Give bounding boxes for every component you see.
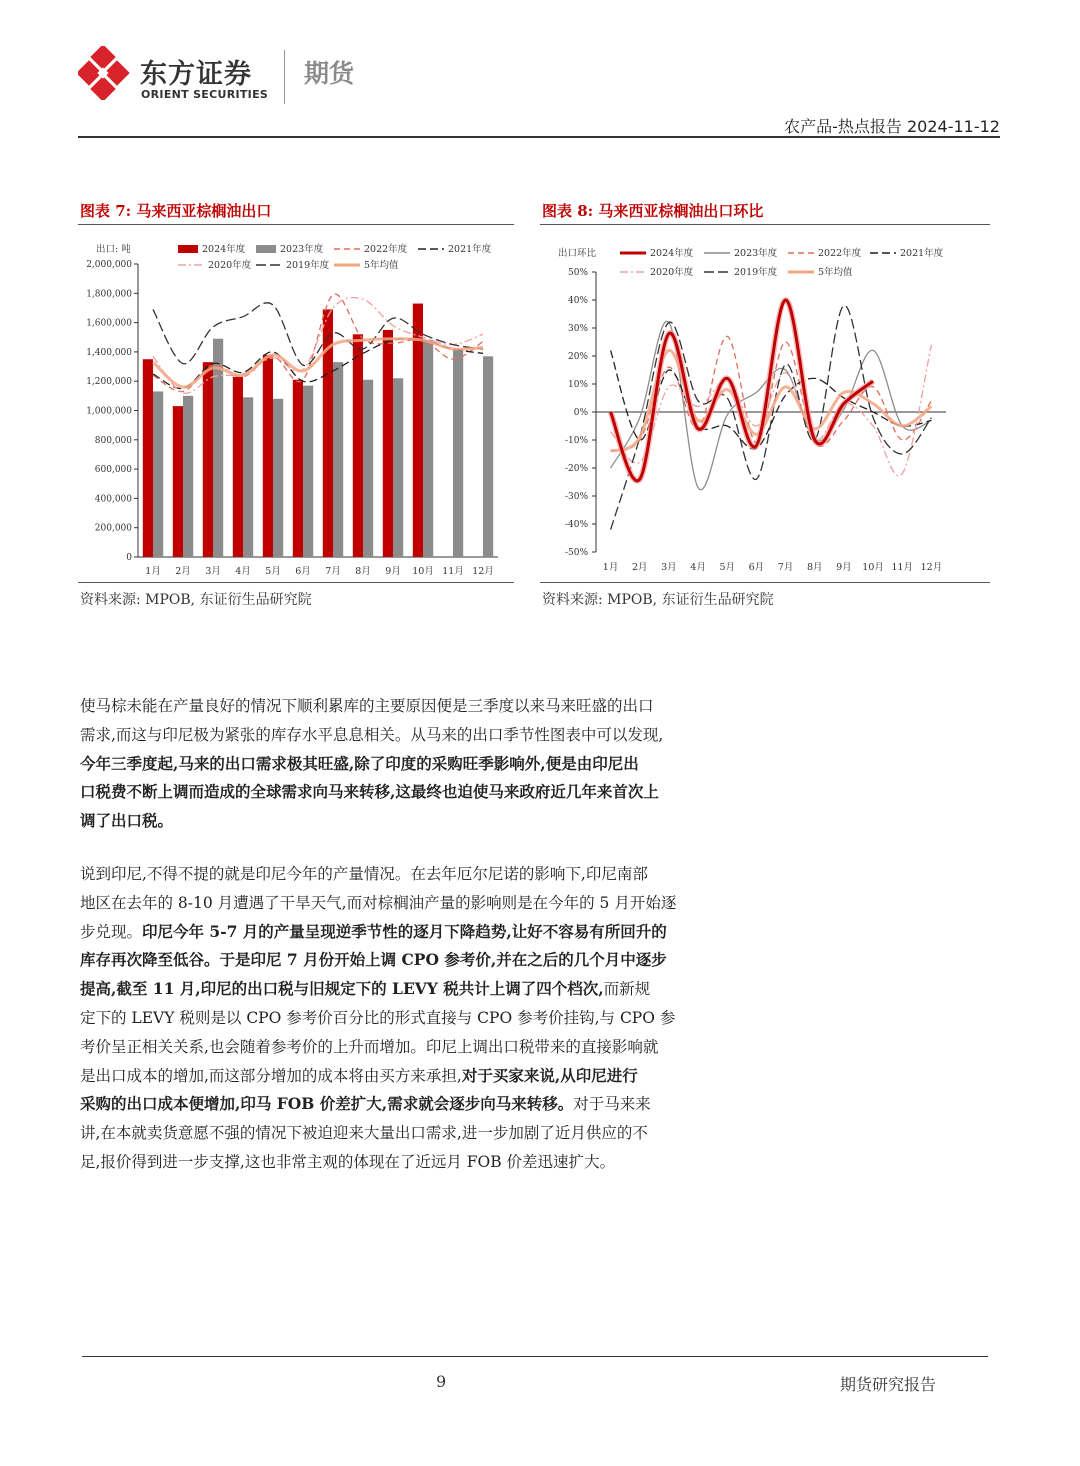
y-tick-label: -50% [564,548,588,558]
paragraph-line [80,1090,800,1119]
body-text: 足,报价得到进一步支撑,这也非常主观的体现在了近远月 FOB 价差迅速扩大。 [80,1152,616,1171]
paragraph-line [80,1062,800,1091]
logo-mark-icon [78,46,132,100]
y-unit-label: 出口环比 [558,248,597,259]
paragraph-line [80,1004,800,1033]
y-tick-label: 40% [567,296,588,306]
bar-2024年度 [203,362,213,557]
legend-item [256,243,324,255]
emphasis-text: 今年三季度起,马来的出口需求极其旺盛,除了印度的采购旺季影响外,便是由印尼出 [80,753,639,773]
y-tick-label: 800,000 [94,435,132,446]
bar-2023年度 [213,339,223,557]
bar-2024年度 [173,406,183,557]
series-line-2020年度 [153,298,483,394]
y-tick-label: -20% [564,464,588,474]
legend-label: 5年均值 [818,267,853,278]
y-unit-label: 出口: 吨 [96,244,131,255]
bar-2023年度 [483,356,493,557]
legend-item [788,247,862,259]
x-tick-label: 11月 [891,562,914,573]
body-text: 是出口成本的增加,而这部分增加的成本将由买方来承担, [80,1066,462,1085]
paragraph-line [80,860,800,889]
figure-7-title: 图表 7: 马来西亚棕榈油出口 [80,202,272,220]
x-tick-label: 1月 [145,566,161,577]
figure-7-source: 资料来源: MPOB, 东证衍生品研究院 [80,592,312,608]
logo-name-cn: 东方证券 [140,59,252,90]
paragraph-line [80,889,800,918]
header-rule [78,136,1000,138]
legend-item [178,259,252,271]
x-tick-label: 5月 [719,562,736,573]
bar-2024年度 [263,355,273,557]
x-tick-label: 10月 [862,562,884,573]
footer-tag: 期货研究报告 [840,1375,937,1394]
x-tick-label: 6月 [295,566,311,577]
footer-rule [82,1356,988,1357]
y-tick-label: 1,200,000 [86,377,132,388]
figure-8-source: 资料来源: MPOB, 东证衍生品研究院 [542,592,774,608]
emphasis-text: 提高,截至 11 月,印尼的出口税与旧规定下的 LEVY 税共计上调了四个档次, [80,979,604,999]
bar-2023年度 [393,378,403,557]
bar-2024年度 [233,377,243,557]
bar-2023年度 [333,362,343,557]
legend-item [870,247,944,259]
legend-item [256,259,330,271]
body-text: 而新规 [603,980,651,999]
x-tick-label: 5月 [265,566,281,577]
legend-item [334,243,408,255]
bar-2024年度 [413,304,423,557]
body-text: 地区在去年的 8-10 月遭遇了干旱天气,而对棕榈油产量的影响则是在今年的 5 月开始逐 [80,893,677,912]
logo-name-en: ORIENT SECURITIES [141,88,269,101]
x-tick-label: 7月 [325,566,341,577]
body-text: 定下的 LEVY 税则是以 CPO 参考价百分比的形式直接与 CPO 参考价挂钩,与 CPO 参 [80,1008,676,1027]
legend-item [334,259,399,271]
logo-divider [284,50,285,104]
x-tick-label: 11月 [442,566,464,577]
y-tick-label: 0 [126,553,132,563]
legend-item [620,266,694,278]
page-number: 9 [436,1372,447,1391]
y-tick-label: 2,000,000 [86,260,132,270]
bar-2023年度 [183,396,193,557]
legend-label: 2024年度 [650,248,694,259]
y-tick-label: 20% [567,352,588,362]
emphasis-text: 印尼今年 5-7 月的产量呈现逆季节性的逐月下降趋势,让好不容易有所回升的 [142,921,667,941]
figure-7-bottom-rule [78,582,514,583]
y-tick-label: -40% [564,520,588,530]
bar-2023年度 [423,340,433,557]
figure-7-top-rule [78,224,514,225]
y-tick-label: 600,000 [94,465,132,476]
emphasis-text: 采购的出口成本便增加,印马 FOB 价差扩大,需求就会逐步向马来转移。 [80,1094,574,1114]
export-volume-chart [78,230,514,582]
x-tick-label: 3月 [661,562,677,573]
x-tick-label: 9月 [836,562,852,573]
legend-label: 2022年度 [818,248,862,259]
emphasis-text: 调了出口税。 [80,811,174,831]
legend-label: 2023年度 [280,244,324,255]
paragraph-line [80,1119,800,1148]
paragraph-line [80,778,800,807]
x-tick-label: 3月 [205,566,221,577]
emphasis-text: 对于买家来说,从印尼进行 [461,1065,638,1085]
body-text: 说到印尼,不得不提的就是印尼今年的产量情况。在去年厄尔尼诺的影响下,印尼南部 [80,865,648,883]
emphasis-text: 口税费不断上调而造成的全球需求向马来转移,这最终也迫使马来政府近几年来首次上 [80,782,659,802]
legend-swatch [178,245,198,253]
y-tick-label: 0% [573,408,588,418]
legend-label: 2023年度 [734,248,778,259]
x-tick-label: 2月 [175,566,191,577]
legend-item [620,247,694,259]
legend-label: 5年均值 [364,260,399,271]
x-tick-label: 1月 [602,562,619,573]
export-mom-chart [540,230,990,582]
y-tick-label: -10% [564,436,588,446]
paragraph-line [80,946,800,975]
legend-label: 2020年度 [208,260,252,271]
paragraph-line [80,721,800,750]
paragraph-line [80,807,800,836]
y-tick-label: 1,000,000 [86,406,132,417]
emphasis-text: 库存再次降至低谷。于是印尼 7 月份开始上调 CPO 参考价,并在之后的几个月中逐步 [80,950,667,970]
paragraph-indonesia-production [80,860,800,1177]
bar-2023年度 [273,399,283,557]
legend-swatch [256,245,276,253]
body-text: 步兑现。 [80,922,143,941]
legend-item [704,247,778,259]
legend-item [178,243,246,255]
series-line-5年均值 [153,339,483,387]
body-text: 对于马来来 [573,1095,651,1114]
x-tick-label: 7月 [777,562,794,573]
legend-item [788,266,853,278]
bar-2024年度 [143,359,153,557]
legend-label: 2024年度 [202,244,246,255]
bar-2024年度 [383,330,393,557]
legend-label: 2019年度 [734,267,778,278]
figure-8-title: 图表 8: 马来西亚棕榈油出口环比 [542,202,764,220]
x-tick-label: 4月 [690,562,706,573]
y-tick-label: 30% [567,324,588,334]
paragraph-line [80,750,800,779]
x-tick-label: 10月 [412,566,434,577]
paragraph-line [80,918,800,947]
bar-2023年度 [363,380,373,557]
paragraph-line [80,975,800,1004]
bar-2023年度 [303,386,313,557]
x-tick-label: 6月 [748,562,765,573]
legend-item [418,243,492,255]
paragraph-export-demand [80,692,800,836]
figure-8-top-rule [540,224,990,225]
legend-item [704,266,778,278]
x-tick-label: 9月 [385,566,401,577]
x-tick-label: 12月 [472,566,494,577]
y-tick-label: -30% [564,492,588,502]
y-tick-label: 1,600,000 [86,318,132,329]
bar-2024年度 [293,380,303,557]
y-tick-label: 400,000 [94,494,132,505]
paragraph-line [80,1148,800,1177]
legend-label: 2020年度 [650,267,694,278]
legend-label: 2022年度 [364,244,408,255]
figure-8-bottom-rule [540,582,990,583]
body-text: 需求,而这与印尼极为紧张的库存水平息息相关。从马来的出口季节性图表中可以发现, [80,725,664,744]
bar-2024年度 [353,334,363,557]
x-tick-label: 8月 [806,562,823,573]
body-text: 使马棕未能在产量良好的情况下顺利累库的主要原因便是三季度以来马来旺盛的出口 [80,697,654,715]
logo-subtitle: 期货 [304,59,355,88]
x-tick-label: 8月 [355,566,371,577]
paragraph-line [80,1033,800,1062]
bar-2023年度 [153,391,163,557]
series-line-2021年度 [153,339,483,389]
x-tick-label: 4月 [235,566,251,577]
y-tick-label: 1,400,000 [86,347,132,358]
y-tick-label: 10% [567,380,588,390]
legend-label: 2021年度 [448,244,492,255]
company-logo [78,46,132,100]
report-tag: 农产品-热点报告 2024-11-12 [784,117,1000,136]
legend-label: 2019年度 [286,260,330,271]
bar-2023年度 [243,397,253,557]
body-text: 考价呈正相关关系,也会随着参考价的上升而增加。印尼上调出口税带来的直接影响就 [80,1037,659,1056]
body-text: 讲,在本就卖货意愿不强的情况下被迫迎来大量出口需求,进一步加剧了近月供应的不 [80,1124,648,1143]
y-tick-label: 1,800,000 [86,289,132,300]
y-tick-label: 200,000 [94,523,132,534]
y-tick-label: 50% [567,268,588,278]
x-tick-label: 12月 [920,562,943,573]
x-tick-label: 2月 [631,562,648,573]
paragraph-line [80,692,800,721]
bar-2023年度 [453,349,463,557]
legend-label: 2021年度 [900,248,944,259]
